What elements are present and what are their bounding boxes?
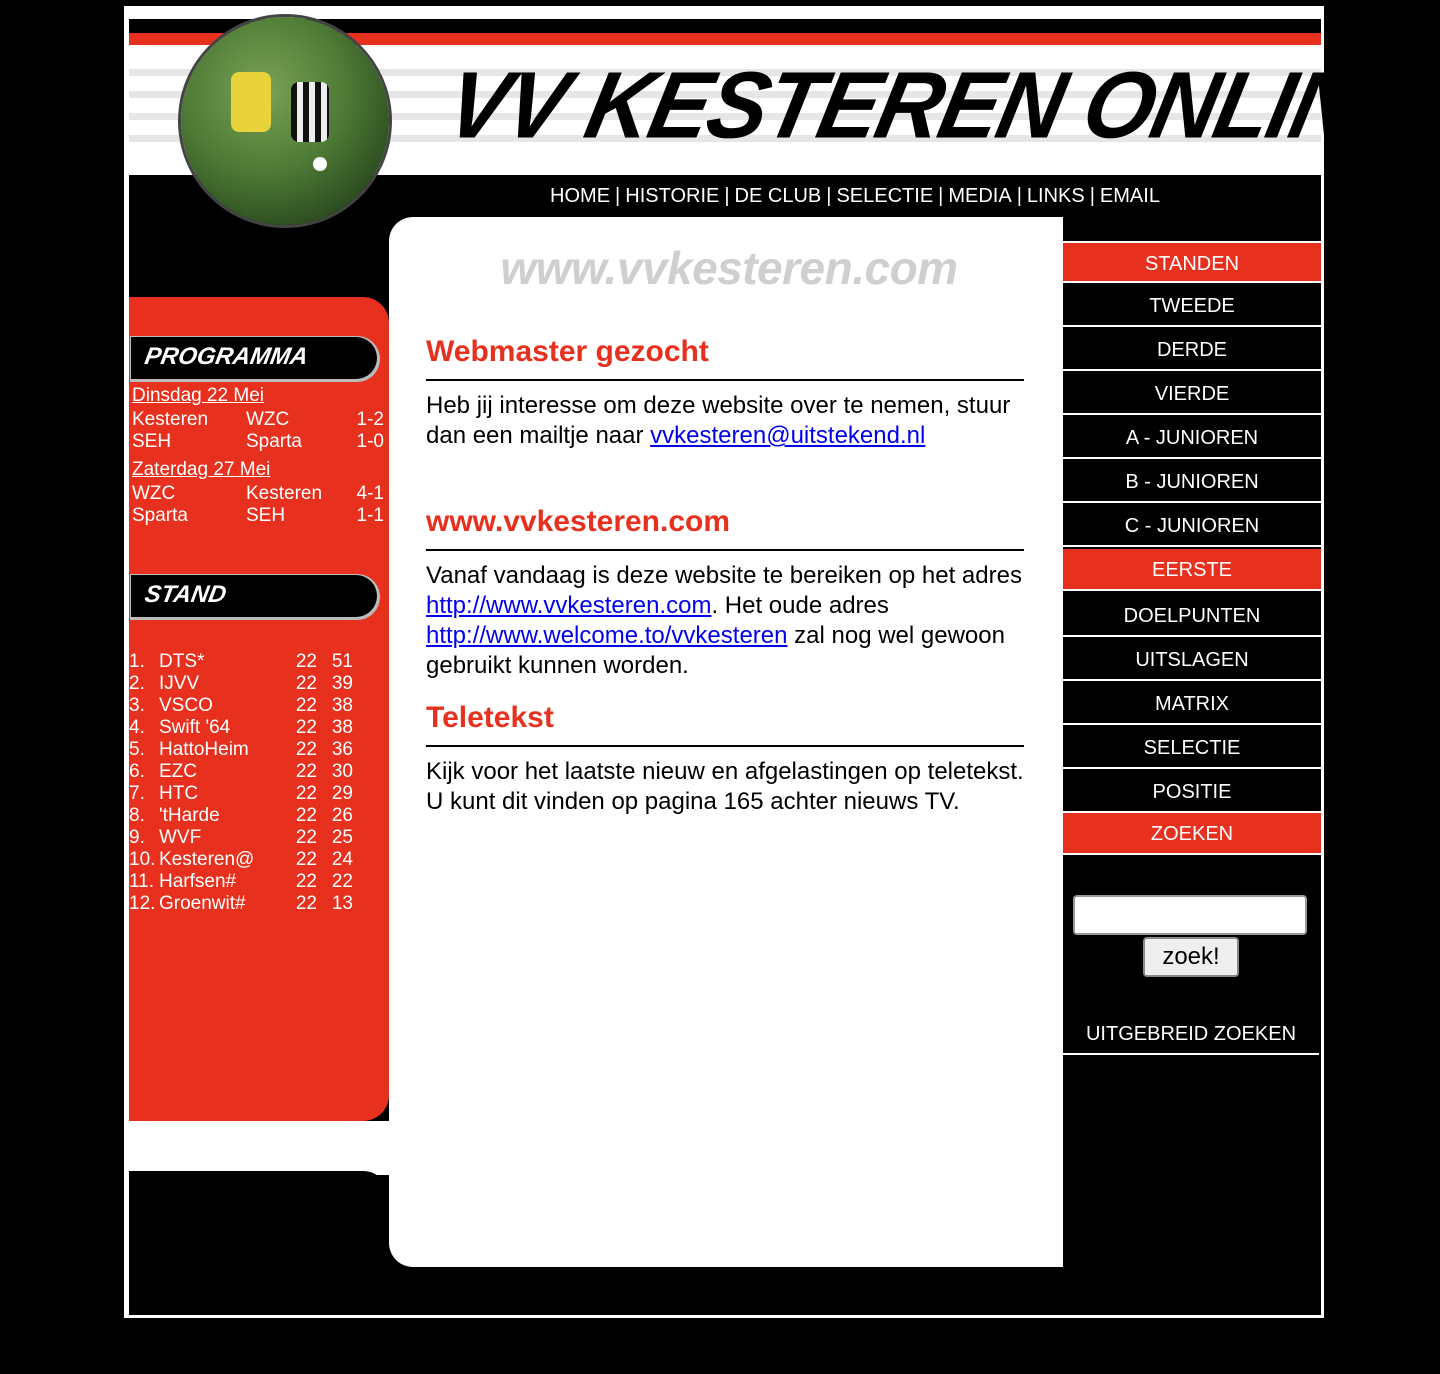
- stand-row: [129, 849, 389, 871]
- stand-points: 39: [331, 673, 353, 694]
- stand-pos: 9.: [129, 827, 145, 848]
- stand-points: 30: [331, 761, 353, 782]
- rnav-doelpunten[interactable]: DOELPUNTEN: [1063, 595, 1321, 637]
- stand-team: HTC: [159, 783, 199, 804]
- match-score: 1-2: [356, 409, 384, 430]
- stand-played: 22: [295, 827, 317, 848]
- match-away: Kesteren: [246, 483, 323, 504]
- stand-pos: 7.: [129, 783, 145, 804]
- nav-home[interactable]: HOME: [550, 185, 611, 207]
- stand-row: [129, 805, 389, 827]
- stand-points: 24: [331, 849, 353, 870]
- stand-team: 'tHarde: [159, 805, 220, 826]
- match-score: 1-1: [356, 505, 384, 526]
- stand-team: Kesteren@: [159, 849, 255, 870]
- programma-day-link[interactable]: Dinsdag 22 Mei: [132, 385, 265, 406]
- rnav-uitslagen[interactable]: UITSLAGEN: [1063, 639, 1321, 681]
- top-navigation: [389, 175, 1321, 217]
- programma-heading: [131, 337, 377, 379]
- stand-played: 22: [295, 893, 317, 914]
- article-text: zal nog wel gewoon gebruikt kunnen worden.: [426, 622, 1005, 679]
- stand-pos: 10.: [129, 849, 156, 870]
- nav-de-club[interactable]: DE CLUB: [734, 185, 822, 207]
- page-inner: [129, 11, 1425, 1315]
- standen-heading: STANDEN: [1063, 241, 1321, 283]
- rnav-positie[interactable]: POSITIE: [1063, 771, 1321, 813]
- article-domain: [426, 505, 1024, 681]
- stand-played: 22: [295, 871, 317, 892]
- player-yellow: [231, 72, 271, 132]
- advanced-search-link[interactable]: UITGEBREID ZOEKEN: [1063, 1013, 1319, 1055]
- stand-played: 22: [295, 673, 317, 694]
- stand-points: 51: [331, 651, 353, 672]
- rnav-vierde[interactable]: VIERDE: [1063, 373, 1321, 415]
- programma-day-link[interactable]: Zaterdag 27 Mei: [132, 459, 271, 480]
- stand-points: 38: [331, 717, 353, 738]
- stand-row: [129, 673, 389, 695]
- stand-points: 13: [331, 893, 353, 914]
- stand-played: 22: [295, 761, 317, 782]
- match-home: SEH: [132, 431, 172, 452]
- article-text: Heb jij interesse om deze website over te nemen, stuur dan een mailtje naar: [426, 392, 1011, 449]
- left-white-gap: [129, 1121, 389, 1175]
- stand-points: 26: [331, 805, 353, 826]
- stand-points: 38: [331, 695, 353, 716]
- stand-points: 22: [331, 871, 353, 892]
- search-input[interactable]: [1073, 895, 1307, 935]
- article-title: Webmaster gezocht: [426, 335, 1024, 381]
- stand-played: 22: [295, 739, 317, 760]
- stand-points: 36: [331, 739, 353, 760]
- stand-points: 29: [331, 783, 353, 804]
- stand-row: [129, 783, 389, 805]
- stand-team: WVF: [159, 827, 202, 848]
- nav-separator: |: [938, 185, 944, 207]
- stand-pos: 8.: [129, 805, 145, 826]
- match-score: 4-1: [356, 483, 384, 504]
- nav-separator: |: [826, 185, 832, 207]
- nav-separator: |: [724, 185, 730, 207]
- nav-email[interactable]: EMAIL: [1099, 185, 1160, 207]
- stand-pos: 12.: [129, 893, 156, 914]
- article-body: [426, 391, 1024, 451]
- article-title: www.vvkesteren.com: [426, 505, 1024, 551]
- match-home: Kesteren: [132, 409, 209, 430]
- stand-pos: 5.: [129, 739, 145, 760]
- stand-played: 22: [295, 651, 317, 672]
- programma-list: [132, 385, 386, 527]
- stand-played: 22: [295, 783, 317, 804]
- rnav-selectie[interactable]: SELECTIE: [1063, 727, 1321, 769]
- rnav-b-junioren[interactable]: B - JUNIOREN: [1063, 461, 1321, 503]
- stand-row: [129, 717, 389, 739]
- zoeken-heading: ZOEKEN: [1063, 813, 1321, 855]
- stand-table: [129, 651, 389, 915]
- football-photo: [181, 17, 389, 225]
- stand-points: 25: [331, 827, 353, 848]
- stand-pos: 2.: [129, 673, 145, 694]
- match-away: Sparta: [246, 431, 302, 452]
- page-frame: [124, 6, 1425, 1318]
- new-url-link[interactable]: http://www.vvkesteren.com: [426, 592, 712, 619]
- right-column: [1063, 217, 1321, 1247]
- left-column: [129, 175, 389, 1315]
- stand-heading-text: STAND: [142, 581, 229, 608]
- stand-heading: [131, 575, 377, 617]
- match-away: SEH: [246, 505, 286, 526]
- stand-played: 22: [295, 805, 317, 826]
- search-button[interactable]: zoek!: [1143, 937, 1239, 977]
- nav-media[interactable]: MEDIA: [948, 185, 1012, 207]
- stand-team: HattoHeim: [159, 739, 249, 760]
- stand-row: [129, 761, 389, 783]
- site-logo: VV KESTEREN ONLINE: [437, 53, 1425, 159]
- programma-heading-text: PROGRAMMA: [142, 343, 311, 370]
- stand-pos: 4.: [129, 717, 145, 738]
- eerste-heading: EERSTE: [1063, 549, 1321, 591]
- stand-row: [129, 893, 389, 915]
- nav-selectie[interactable]: SELECTIE: [836, 185, 934, 207]
- stand-row: [129, 739, 389, 761]
- stand-team: Swift '64: [159, 717, 231, 738]
- stand-played: 22: [295, 849, 317, 870]
- old-url-link[interactable]: http://www.welcome.to/vvkesteren: [426, 622, 788, 649]
- match-away: WZC: [246, 409, 290, 430]
- stand-pos: 6.: [129, 761, 145, 782]
- nav-historie[interactable]: HISTORIE: [625, 185, 720, 207]
- match-home: Sparta: [132, 505, 188, 526]
- stand-row: [129, 871, 389, 893]
- article-text: . Het oude adres: [711, 592, 889, 619]
- stand-team: EZC: [159, 761, 197, 782]
- article-text: Vanaf vandaag is deze website te bereiken op het adres: [426, 562, 1022, 589]
- rnav-derde[interactable]: DERDE: [1063, 329, 1321, 371]
- left-black-foot: [129, 1171, 389, 1315]
- match-score: 1-0: [356, 431, 384, 452]
- nav-links[interactable]: LINKS: [1026, 185, 1085, 207]
- main-content: [389, 217, 1063, 1267]
- domain-title: www.vvkesteren.com: [500, 242, 958, 294]
- match-row: [132, 431, 386, 453]
- article-title: Teletekst: [426, 701, 1024, 747]
- nav-separator: |: [1089, 185, 1095, 207]
- match-row: [132, 505, 386, 527]
- rnav-matrix[interactable]: MATRIX: [1063, 683, 1321, 725]
- stand-row: [129, 695, 389, 717]
- stand-row: [129, 651, 389, 673]
- content-footer: [389, 1267, 1321, 1315]
- stand-row: [129, 827, 389, 849]
- article-body: Kijk voor het laatste nieuw en afgelastingen op teletekst. U kunt dit vinden op pagina 165 achter nieuws TV.: [426, 758, 1024, 815]
- stand-played: 22: [295, 717, 317, 738]
- match-row: [132, 409, 386, 431]
- stand-team: VSCO: [159, 695, 213, 716]
- football: [313, 157, 327, 171]
- nav-separator: |: [1016, 185, 1022, 207]
- stand-pos: 3.: [129, 695, 145, 716]
- rnav-tweede[interactable]: TWEEDE: [1063, 285, 1321, 327]
- article-teletekst: [426, 701, 1024, 817]
- article-body: [426, 561, 1024, 681]
- stand-team: Harfsen#: [159, 871, 237, 892]
- stand-team: Groenwit#: [159, 893, 246, 914]
- article-webmaster: [426, 335, 1024, 451]
- stand-team: DTS*: [159, 651, 205, 672]
- rnav-c-junioren[interactable]: C - JUNIOREN: [1063, 505, 1321, 547]
- match-home: WZC: [132, 483, 176, 504]
- stand-pos: 1.: [129, 651, 145, 672]
- stand-played: 22: [295, 695, 317, 716]
- rnav-a-junioren[interactable]: A - JUNIOREN: [1063, 417, 1321, 459]
- nav-separator: |: [615, 185, 621, 207]
- match-row: [132, 483, 386, 505]
- stand-team: IJVV: [159, 673, 200, 694]
- stand-pos: 11.: [129, 871, 155, 892]
- email-link[interactable]: vvkesteren@uitstekend.nl: [650, 422, 926, 449]
- player-striped: [291, 82, 329, 142]
